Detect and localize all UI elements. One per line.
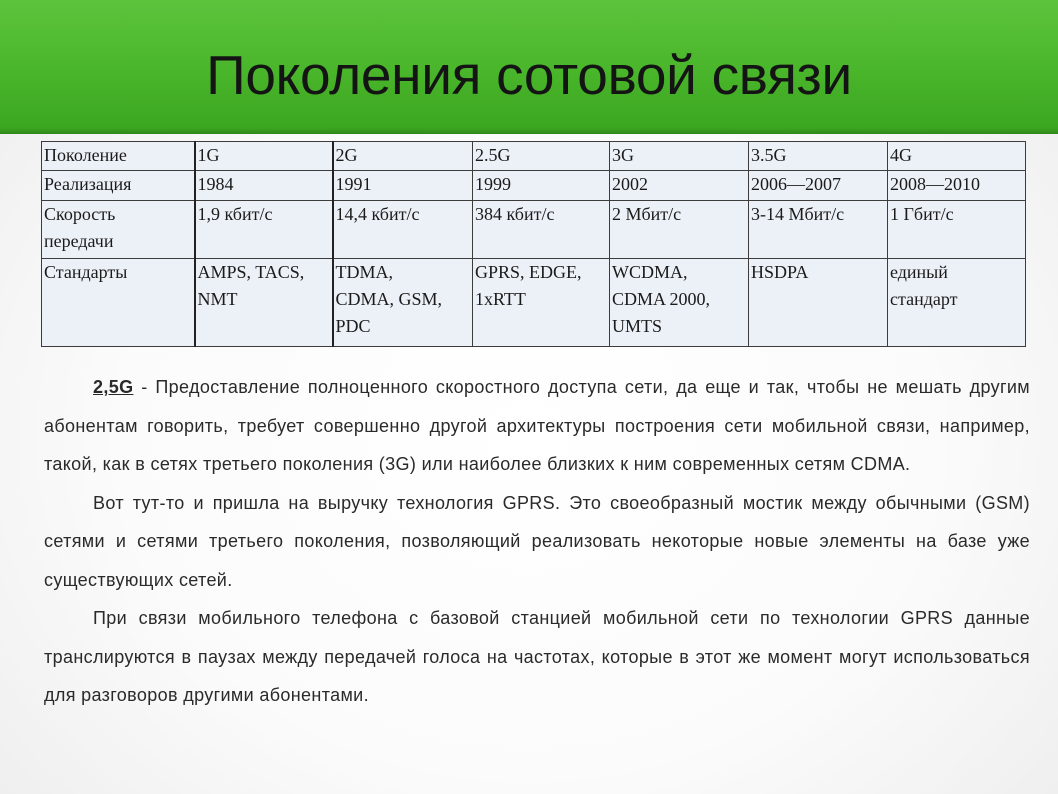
table-cell-line: Поколение (44, 145, 127, 165)
table-cell-line: WCDMA, (612, 262, 688, 282)
slide-title: Поколения сотовой связи (206, 44, 852, 106)
table-row (42, 201, 1026, 259)
table-cell (610, 201, 749, 259)
table-cell-line: HSDPA (751, 262, 809, 282)
table-cell-line: 2 Мбит/с (612, 204, 682, 224)
table-cell-line: 1G (197, 145, 220, 165)
table-cell-line: единый (890, 262, 948, 282)
table-cell (610, 142, 749, 171)
table-cell-line: 1999 (475, 174, 511, 194)
table-row-header-cell (42, 142, 195, 171)
table-cell (888, 259, 1026, 347)
table-cell-line: NMT (197, 289, 238, 309)
table-cell-line: 1xRTT (475, 289, 526, 309)
table-cell-line: CDMA, GSM, (335, 289, 443, 309)
table-cell-line: Реализация (44, 174, 132, 194)
table-row (42, 142, 1026, 171)
table-cell (749, 171, 888, 201)
header-shadow (0, 128, 1058, 134)
table-cell (333, 171, 473, 201)
table-cell (888, 171, 1026, 201)
table-row-header-cell (42, 259, 195, 347)
table-cell-line: 2002 (612, 174, 648, 194)
table-cell (473, 171, 610, 201)
paragraph-gprs-transmission: При связи мобильного телефона с базовой станцией мобильной сети по технологии GPRS данные транслируются в паузах между передачей голоса на частотах, которые в этот же момент могут использоваться для разговоров другими абонентами. (44, 608, 1030, 705)
table-cell-line: передачи (44, 231, 114, 251)
table-cell (195, 171, 333, 201)
table-cell (473, 142, 610, 171)
table-cell-line: 3G (612, 145, 634, 165)
table-cell (195, 259, 333, 347)
table-cell-line: 384 кбит/с (475, 204, 555, 224)
description-text (44, 368, 1030, 715)
table-cell-line: 3.5G (751, 145, 787, 165)
table-cell-line: PDC (335, 316, 371, 336)
table-cell-line: 3-14 Мбит/с (751, 204, 845, 224)
table-cell-line: 1 Гбит/с (890, 204, 954, 224)
table-cell (333, 142, 473, 171)
table-cell-line: CDMA 2000, (612, 289, 711, 309)
table-cell-line: 1984 (197, 174, 234, 194)
table-cell-line: Стандарты (44, 262, 128, 282)
table-cell-line: UMTS (612, 316, 663, 336)
table-cell-line: GPRS, EDGE, (475, 262, 582, 282)
table-cell (473, 201, 610, 259)
table-cell (888, 142, 1026, 171)
table-cell-line: 2G (335, 145, 358, 165)
table-cell-line: 1,9 кбит/с (197, 204, 273, 224)
table-row (42, 259, 1026, 347)
table-cell (610, 171, 749, 201)
table-cell-line: 2.5G (475, 145, 511, 165)
table-cell (749, 259, 888, 347)
generations-table-container (41, 141, 1026, 347)
table-cell (333, 201, 473, 259)
table-cell-line: 2008—2010 (890, 174, 980, 194)
table-cell-line: Скорость (44, 204, 116, 224)
term-2-5g: 2,5G (93, 377, 134, 397)
paragraph-2-5g-text: - Предоставление полноценного скоростного доступа сети, да еще и так, чтобы не мешать другим абонентам говорить, требует совершенно другой архитектуры построения сети мобильной связи, например, такой, как в сетях третьего поколения (3G) или наиболее близких к ним современных сетям CDMA. (44, 377, 1030, 474)
table-cell-line: 4G (890, 145, 912, 165)
paragraph-2-5g (44, 368, 1030, 484)
table-row-header-cell (42, 171, 195, 201)
table-cell (749, 142, 888, 171)
table-cell-line: AMPS, TACS, (197, 262, 305, 282)
generations-table (41, 141, 1026, 347)
table-cell (749, 201, 888, 259)
table-cell-line: 14,4 кбит/с (335, 204, 420, 224)
paragraph-gprs: Вот тут-то и пришла на выручку технология GPRS. Это своеобразный мостик между обычными (GSM) сетями и сетями третьего поколения, позволяющий реализовать некоторые новые элементы на базе уже существующих сетей. (44, 492, 1030, 590)
table-cell-line: стандарт (890, 289, 958, 309)
table-cell-line: 1991 (335, 174, 372, 194)
table-cell (610, 259, 749, 347)
table-cell-line: TDMA, (335, 262, 393, 282)
table-cell (195, 201, 333, 259)
table-row (42, 171, 1026, 201)
table-row-header-cell (42, 201, 195, 259)
generations-table-body (42, 142, 1026, 347)
table-cell (195, 142, 333, 171)
table-cell (888, 201, 1026, 259)
table-cell (333, 259, 473, 347)
table-cell (473, 259, 610, 347)
table-cell-line: 2006—2007 (751, 174, 841, 194)
